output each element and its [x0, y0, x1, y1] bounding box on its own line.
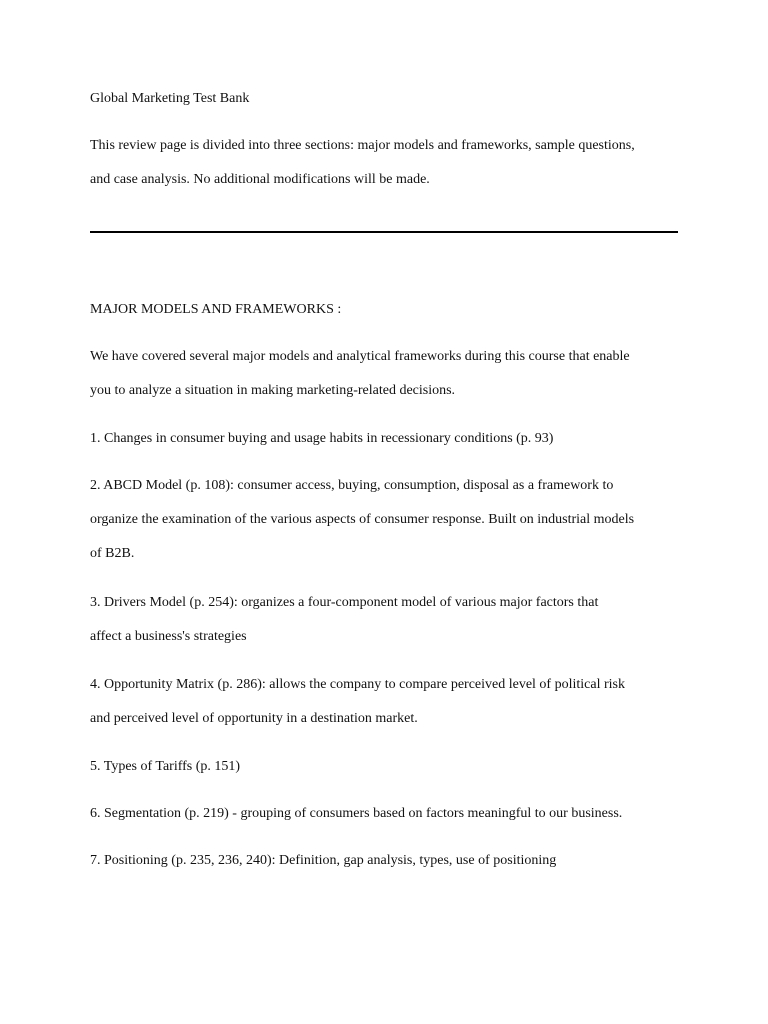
list-item-line: 4. Opportunity Matrix (p. 286): allows the company to compare perceived level of political risk	[90, 677, 625, 692]
list-item-2	[90, 469, 690, 571]
section-heading	[90, 293, 690, 327]
section-intro-line: We have covered several major models and analytical frameworks during this course that enable	[90, 349, 630, 364]
horizontal-divider	[90, 231, 678, 233]
list-item-line: 7. Positioning (p. 235, 236, 240): Definition, gap analysis, types, use of positioning	[90, 853, 557, 868]
list-item-line: organize the examination of the various aspects of consumer response. Built on industrial models	[90, 512, 635, 527]
list-item-line: 3. Drivers Model (p. 254): organizes a four-component model of various major factors that	[90, 595, 599, 610]
document-title	[90, 82, 690, 116]
list-item-line: 1. Changes in consumer buying and usage habits in recessionary conditions (p. 93)	[90, 431, 554, 446]
list-item-line: of B2B.	[90, 546, 135, 561]
section-intro-paragraph	[90, 340, 690, 408]
list-item-line: affect a business's strategies	[90, 629, 247, 644]
list-item-4	[90, 668, 690, 736]
intro-line: and case analysis. No additional modifications will be made.	[90, 172, 430, 187]
list-item-line: 2. ABCD Model (p. 108): consumer access, buying, consumption, disposal as a framework to	[90, 478, 614, 493]
intro-line: This review page is divided into three sections: major models and frameworks, sample questions,	[90, 138, 635, 153]
list-item-5	[90, 750, 690, 784]
section-intro-line: you to analyze a situation in making marketing-related decisions.	[90, 383, 456, 398]
list-item-7	[90, 844, 690, 878]
list-item-line: 6. Segmentation (p. 219) - grouping of consumers based on factors meaningful to our business.	[90, 806, 623, 821]
title-line: Global Marketing Test Bank	[90, 91, 250, 106]
list-item-line: and perceived level of opportunity in a destination market.	[90, 711, 418, 726]
list-item-3	[90, 586, 690, 654]
list-item-1	[90, 422, 690, 456]
list-item-6	[90, 797, 690, 831]
list-item-line: 5. Types of Tariffs (p. 151)	[90, 759, 241, 774]
intro-paragraph	[90, 129, 690, 197]
section-heading-line: MAJOR MODELS AND FRAMEWORKS :	[90, 302, 342, 317]
